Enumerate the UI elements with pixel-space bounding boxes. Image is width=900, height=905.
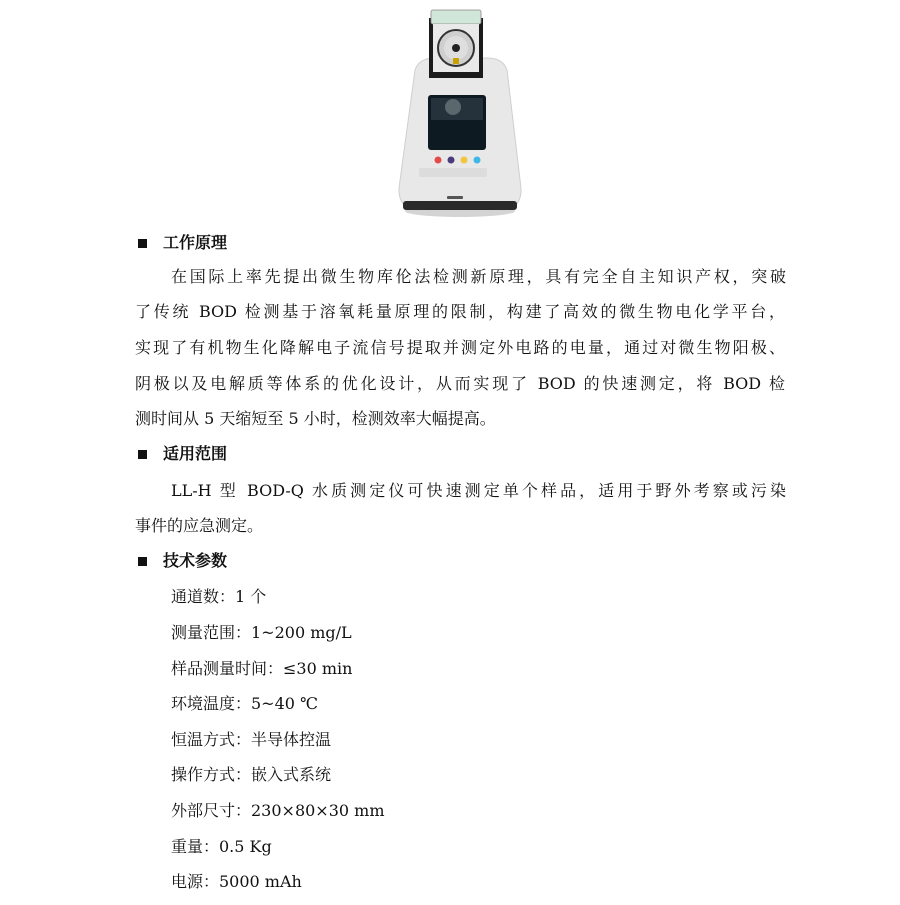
spec-item: 重量：0.5 Kg [171, 837, 272, 856]
spec-item: 环境温度：5~40 ℃ [171, 694, 318, 713]
section-heading-specs [138, 551, 227, 571]
section-title: 适用范围 [163, 444, 228, 463]
paragraph-line: 事件的应急测定。 [135, 516, 264, 535]
spec-item: 操作方式：嵌入式系统 [171, 765, 332, 784]
section-title: 技术参数 [163, 551, 228, 570]
section-title: 工作原理 [163, 233, 228, 252]
bod-analyzer-photo [395, 8, 525, 218]
spec-item: 通道数：1 个 [171, 587, 267, 606]
bullet-square-icon [138, 557, 147, 566]
section-heading-scope [138, 444, 227, 464]
spec-item: 电源：5000 mAh [171, 872, 302, 891]
section-heading-principle [138, 233, 227, 253]
paragraph-line: 实现了有机物生化降解电子流信号提取并测定外电路的电量，通过对微生物阳极、 [135, 338, 785, 357]
spec-item: 恒温方式：半导体控温 [171, 730, 332, 749]
bod-analyzer-device-icon [395, 8, 525, 218]
paragraph-line: LL-H 型 BOD-Q 水质测定仪可快速测定单个样品，适用于野外考察或污染 [171, 481, 786, 500]
spec-item: 测量范围：1~200 mg/L [171, 623, 352, 642]
paragraph-line: 阴极以及电解质等体系的优化设计，从而实现了 BOD 的快速测定，将 BOD 检 [135, 374, 785, 393]
bullet-square-icon [138, 450, 147, 459]
paragraph-line: 测时间从 5 天缩短至 5 小时，检测效率大幅提高。 [135, 409, 496, 428]
spec-item: 样品测量时间：≤30 min [171, 659, 353, 678]
bullet-square-icon [138, 239, 147, 248]
paragraph-line: 在国际上率先提出微生物库伦法检测新原理，具有完全自主知识产权，突破 [171, 267, 786, 286]
spec-item: 外部尺寸：230×80×30 mm [171, 801, 385, 820]
paragraph-line: 了传统 BOD 检测基于溶氧耗量原理的限制，构建了高效的微生物电化学平台， [135, 302, 785, 321]
